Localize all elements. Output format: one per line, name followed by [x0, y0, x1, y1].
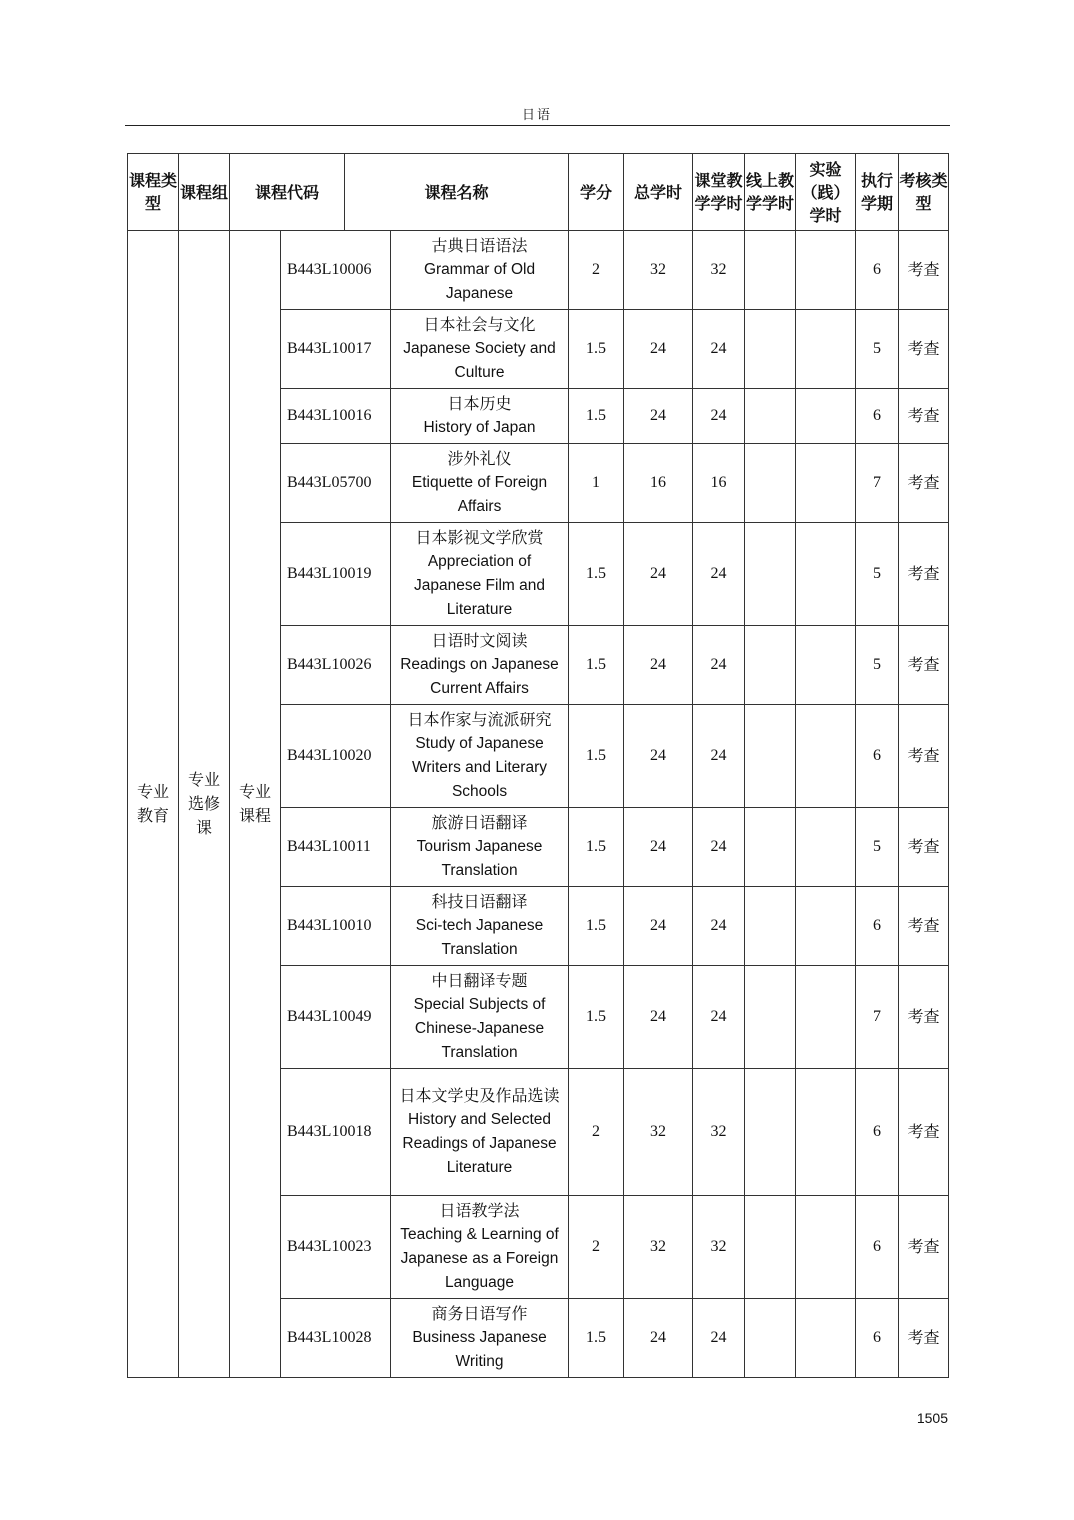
semester-cell: 6 [856, 1196, 899, 1299]
total-hours-cell: 16 [624, 444, 693, 523]
course-name-cell [391, 231, 569, 310]
semester-cell: 7 [856, 444, 899, 523]
online-hours-cell [745, 966, 796, 1069]
course-name-cell [391, 887, 569, 966]
semester-cell: 5 [856, 310, 899, 389]
online-hours-cell [745, 1299, 796, 1378]
total-hours-cell: 24 [624, 626, 693, 705]
exam-type-cell: 考查 [899, 389, 949, 444]
semester-cell: 6 [856, 887, 899, 966]
lab-hours-cell [796, 523, 856, 626]
online-hours-cell [745, 523, 796, 626]
lab-hours-cell [796, 705, 856, 808]
classroom-hours-cell: 32 [693, 231, 745, 310]
col-total-hours: 总学时 [624, 154, 693, 231]
course-name-zh: 中日翻译专题 [431, 971, 528, 990]
course-code-cell: B443L10006 [281, 231, 391, 310]
course-code-cell: B443L10020 [281, 705, 391, 808]
course-table [127, 153, 949, 1378]
course-name-cell [391, 1299, 569, 1378]
course-name-zh: 科技日语翻译 [431, 892, 528, 911]
online-hours-cell [745, 310, 796, 389]
credits-cell: 1.5 [569, 705, 624, 808]
course-name-cell [391, 1196, 569, 1299]
course-name-en: History of Japan [423, 419, 536, 436]
course-name-en: Special Subjects of Chinese-Japanese Translation [413, 996, 546, 1061]
course-name-en: Etiquette of Foreign Affairs [411, 474, 548, 515]
col-exam-type: 考核类型 [899, 154, 949, 231]
semester-cell: 6 [856, 1069, 899, 1196]
course-name-zh: 日本文学史及作品选读 [399, 1086, 560, 1105]
course-name-zh: 日本影视文学欣赏 [415, 528, 544, 547]
total-hours-cell: 32 [624, 231, 693, 310]
category-group-cell: 专业选修课 [179, 231, 230, 1378]
online-hours-cell [745, 1196, 796, 1299]
total-hours-cell: 32 [624, 1069, 693, 1196]
credits-cell: 1.5 [569, 389, 624, 444]
total-hours-cell: 24 [624, 389, 693, 444]
course-name-en: Grammar of Old Japanese [423, 261, 536, 302]
classroom-hours-cell: 24 [693, 626, 745, 705]
exam-type-cell: 考查 [899, 231, 949, 310]
course-name-zh: 日本作家与流派研究 [407, 710, 552, 729]
exam-type-cell: 考查 [899, 887, 949, 966]
total-hours-cell: 24 [624, 523, 693, 626]
course-name-en: Study of Japanese Writers and Literary Schools [412, 735, 547, 800]
course-name-zh: 日语时文阅读 [431, 631, 528, 650]
credits-cell: 1.5 [569, 887, 624, 966]
course-name-zh: 涉外礼仪 [447, 449, 512, 468]
course-name-zh: 日本社会与文化 [423, 315, 536, 334]
total-hours-cell: 32 [624, 1196, 693, 1299]
exam-type-cell: 考查 [899, 1069, 949, 1196]
course-name-en: Readings on Japanese Current Affairs [400, 656, 559, 697]
total-hours-cell: 24 [624, 705, 693, 808]
semester-cell: 6 [856, 705, 899, 808]
course-code-cell: B443L05700 [281, 444, 391, 523]
category-type-cell: 专业教育 [128, 231, 179, 1378]
classroom-hours-cell: 24 [693, 389, 745, 444]
classroom-hours-cell: 24 [693, 966, 745, 1069]
header-row [128, 154, 949, 231]
col-lab-hours: 实验（践）学时 [796, 154, 856, 231]
classroom-hours-cell: 32 [693, 1196, 745, 1299]
credits-cell: 1 [569, 444, 624, 523]
credits-cell: 1.5 [569, 310, 624, 389]
course-code-cell: B443L10023 [281, 1196, 391, 1299]
course-name-cell [391, 1069, 569, 1196]
course-name-cell [391, 808, 569, 887]
online-hours-cell [745, 705, 796, 808]
online-hours-cell [745, 389, 796, 444]
page-number: 1505 [916, 1410, 948, 1426]
credits-cell: 2 [569, 1069, 624, 1196]
course-name-cell [391, 966, 569, 1069]
classroom-hours-cell: 24 [693, 523, 745, 626]
course-code-cell: B443L10019 [281, 523, 391, 626]
lab-hours-cell [796, 1196, 856, 1299]
course-name-cell [391, 523, 569, 626]
course-name-en: History and Selected Readings of Japanese Literature [402, 1111, 557, 1176]
semester-cell: 7 [856, 966, 899, 1069]
course-name-zh: 古典日语语法 [431, 236, 528, 255]
classroom-hours-cell: 24 [693, 887, 745, 966]
course-code-cell: B443L10010 [281, 887, 391, 966]
classroom-hours-cell: 24 [693, 310, 745, 389]
credits-cell: 1.5 [569, 966, 624, 1069]
semester-cell: 6 [856, 231, 899, 310]
course-name-cell [391, 705, 569, 808]
total-hours-cell: 24 [624, 808, 693, 887]
course-code-cell: B443L10018 [281, 1069, 391, 1196]
credits-cell: 1.5 [569, 1299, 624, 1378]
exam-type-cell: 考查 [899, 1299, 949, 1378]
course-code-cell: B443L10017 [281, 310, 391, 389]
lab-hours-cell [796, 389, 856, 444]
exam-type-cell: 考查 [899, 626, 949, 705]
course-name-en: Teaching & Learning of Japanese as a Foreign Language [400, 1226, 559, 1291]
course-code-cell: B443L10049 [281, 966, 391, 1069]
col-course-code: 课程代码 [230, 154, 345, 231]
semester-cell: 6 [856, 1299, 899, 1378]
credits-cell: 1.5 [569, 626, 624, 705]
exam-type-cell: 考查 [899, 966, 949, 1069]
exam-type-cell: 考查 [899, 808, 949, 887]
classroom-hours-cell: 24 [693, 1299, 745, 1378]
online-hours-cell [745, 1069, 796, 1196]
table-row [128, 231, 949, 310]
col-course-type: 课程类型 [128, 154, 179, 231]
course-name-cell [391, 626, 569, 705]
col-online-hours: 线上教学学时 [745, 154, 796, 231]
lab-hours-cell [796, 310, 856, 389]
semester-cell: 5 [856, 626, 899, 705]
col-course-group: 课程组 [179, 154, 230, 231]
classroom-hours-cell: 32 [693, 1069, 745, 1196]
classroom-hours-cell: 16 [693, 444, 745, 523]
lab-hours-cell [796, 444, 856, 523]
course-code-cell: B443L10028 [281, 1299, 391, 1378]
exam-type-cell: 考查 [899, 523, 949, 626]
total-hours-cell: 24 [624, 1299, 693, 1378]
online-hours-cell [745, 231, 796, 310]
course-code-cell: B443L10016 [281, 389, 391, 444]
online-hours-cell [745, 626, 796, 705]
col-semester: 执行学期 [856, 154, 899, 231]
running-header: 日语 [521, 108, 552, 123]
course-code-cell: B443L10026 [281, 626, 391, 705]
course-name-zh: 旅游日语翻译 [431, 813, 528, 832]
header-rule [125, 125, 950, 126]
course-code-cell: B443L10011 [281, 808, 391, 887]
course-name-en: Appreciation of Japanese Film and Literature [414, 553, 545, 618]
classroom-hours-cell: 24 [693, 808, 745, 887]
col-credits: 学分 [569, 154, 624, 231]
course-name-cell [391, 444, 569, 523]
course-name-en: Tourism Japanese Translation [416, 838, 543, 879]
total-hours-cell: 24 [624, 887, 693, 966]
online-hours-cell [745, 444, 796, 523]
lab-hours-cell [796, 1069, 856, 1196]
col-course-name: 课程名称 [345, 154, 569, 231]
exam-type-cell: 考查 [899, 1196, 949, 1299]
credits-cell: 2 [569, 1196, 624, 1299]
lab-hours-cell [796, 1299, 856, 1378]
semester-cell: 5 [856, 808, 899, 887]
col-classroom-hours: 课堂教学学时 [693, 154, 745, 231]
course-name-zh: 日本历史 [447, 394, 512, 413]
lab-hours-cell [796, 966, 856, 1069]
course-name-en: Sci-tech Japanese Translation [415, 917, 544, 958]
online-hours-cell [745, 887, 796, 966]
table-body [128, 231, 949, 1378]
lab-hours-cell [796, 231, 856, 310]
total-hours-cell: 24 [624, 310, 693, 389]
course-name-en: Business Japanese Writing [412, 1329, 547, 1370]
classroom-hours-cell: 24 [693, 705, 745, 808]
credits-cell: 1.5 [569, 523, 624, 626]
category-subgroup-cell: 专业课程 [230, 231, 281, 1378]
exam-type-cell: 考查 [899, 444, 949, 523]
course-name-cell [391, 389, 569, 444]
lab-hours-cell [796, 626, 856, 705]
course-name-en: Japanese Society and Culture [403, 340, 556, 381]
course-name-zh: 商务日语写作 [431, 1304, 528, 1323]
lab-hours-cell [796, 887, 856, 966]
total-hours-cell: 24 [624, 966, 693, 1069]
semester-cell: 6 [856, 389, 899, 444]
semester-cell: 5 [856, 523, 899, 626]
online-hours-cell [745, 808, 796, 887]
exam-type-cell: 考查 [899, 310, 949, 389]
credits-cell: 2 [569, 231, 624, 310]
course-name-zh: 日语教学法 [439, 1201, 520, 1220]
credits-cell: 1.5 [569, 808, 624, 887]
lab-hours-cell [796, 808, 856, 887]
course-name-cell [391, 310, 569, 389]
exam-type-cell: 考查 [899, 705, 949, 808]
